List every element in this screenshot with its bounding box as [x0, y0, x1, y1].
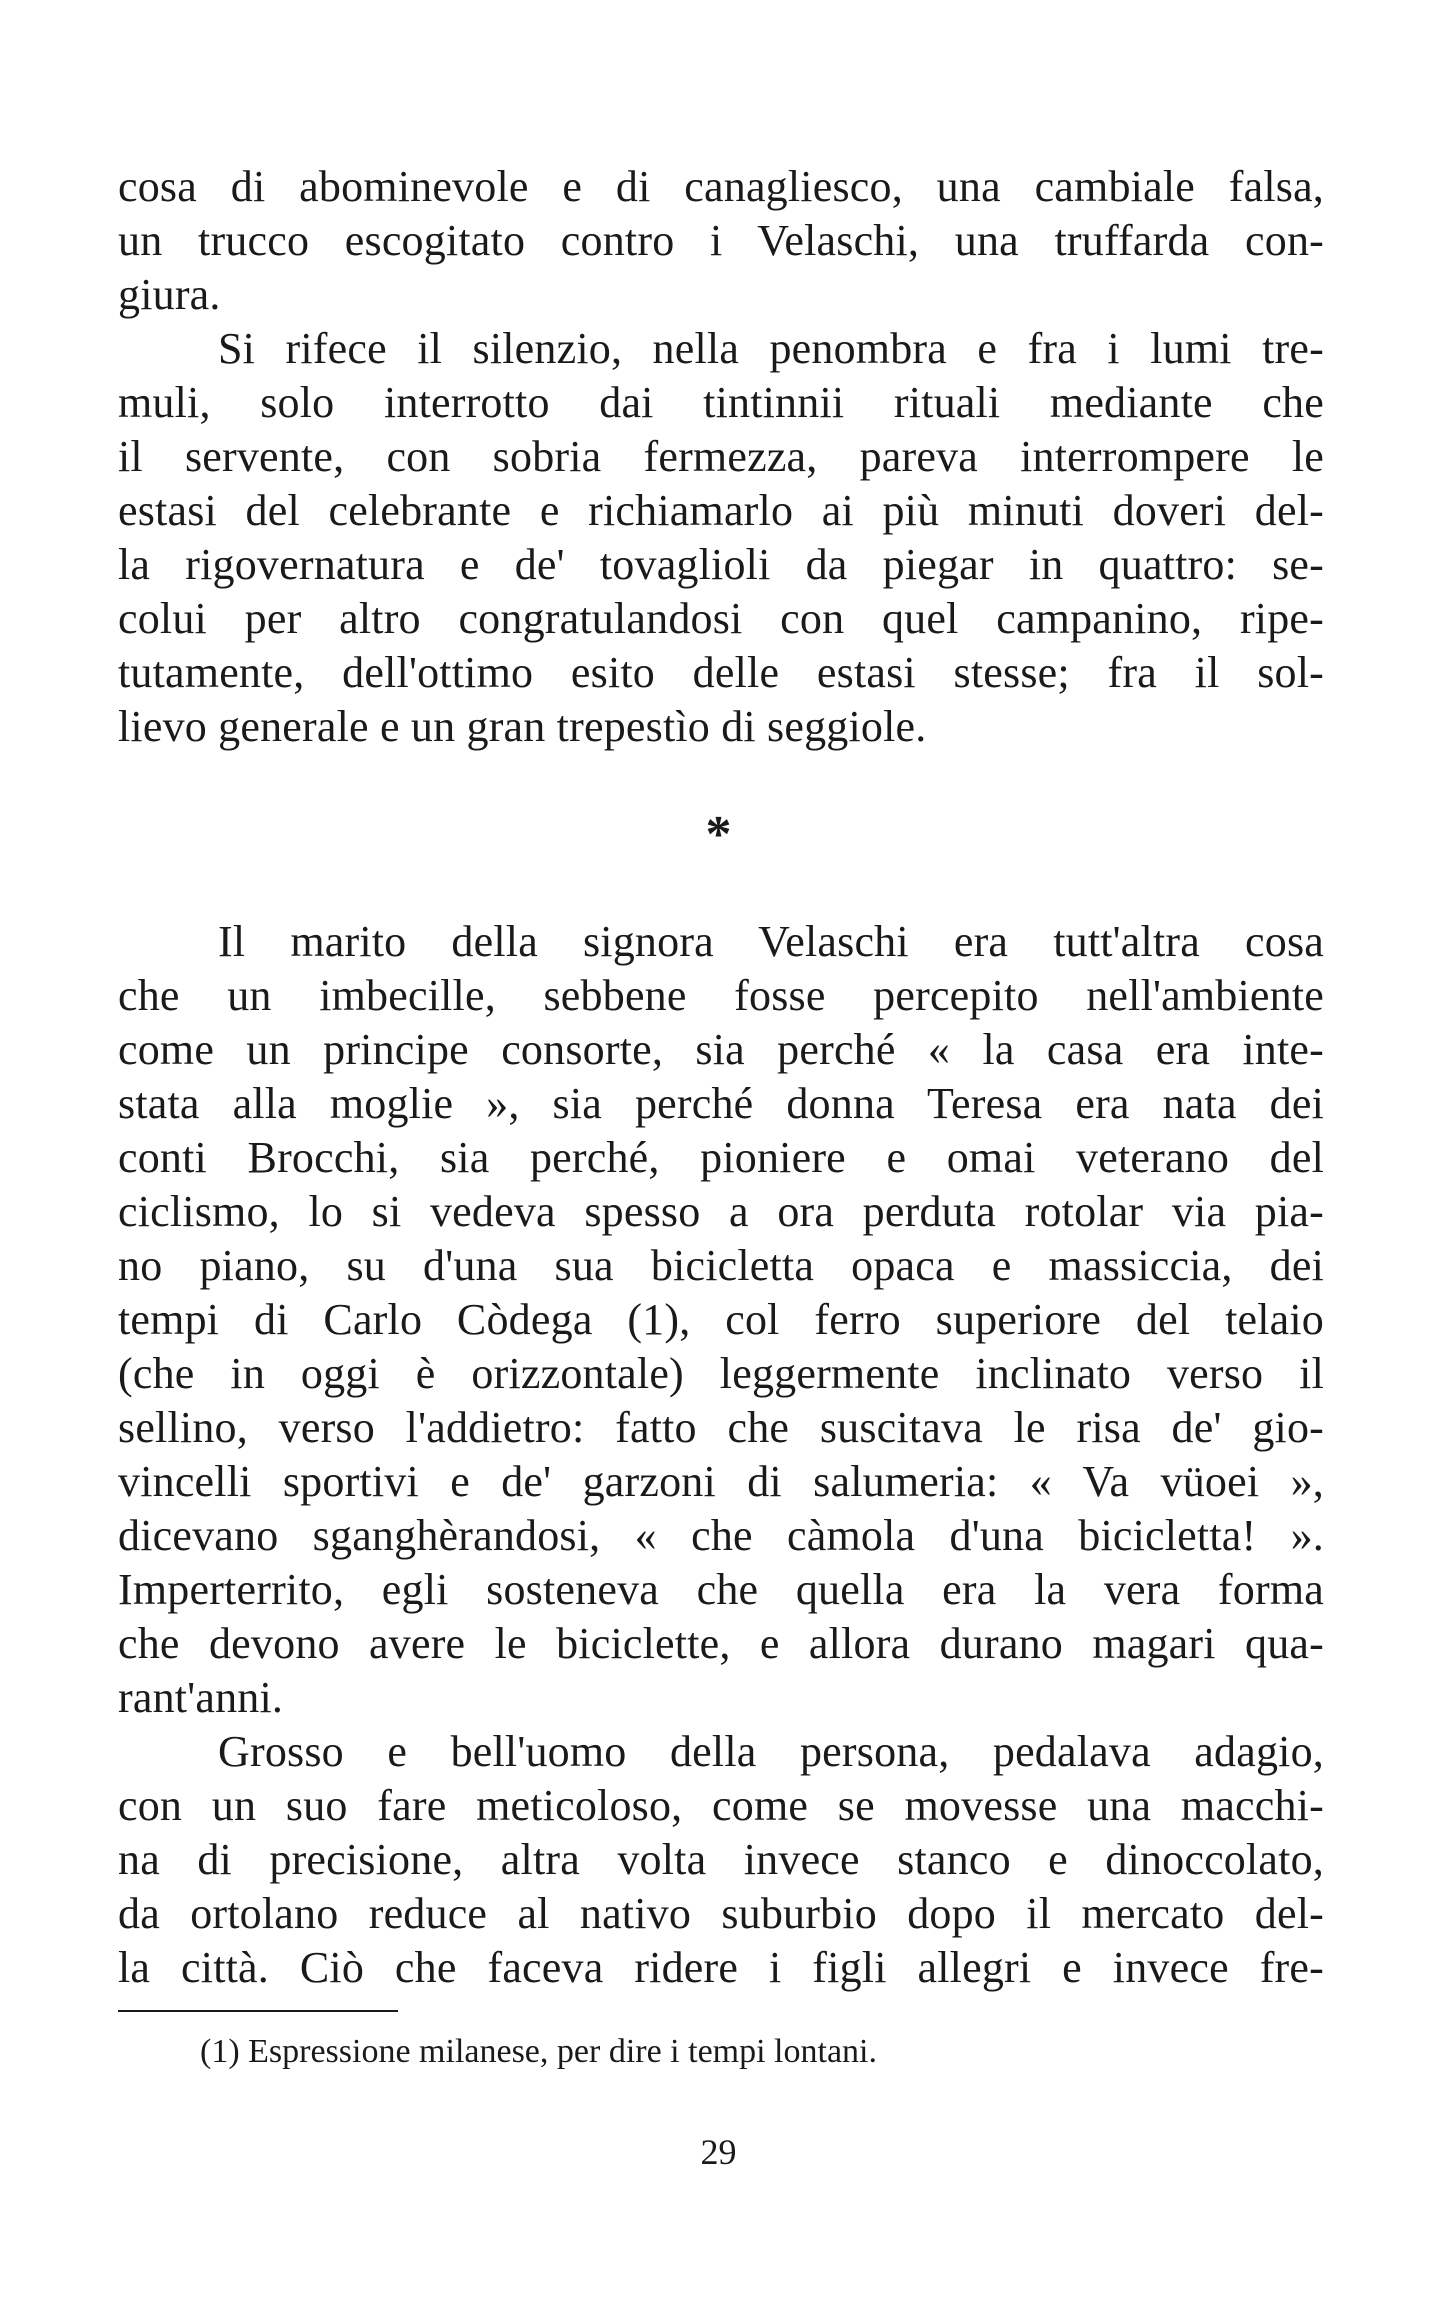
- text-line: il servente, con sobria fermezza, pareva interrompere le: [118, 432, 1324, 481]
- footnote: (1) Espressione milanese, per dire i tempi lontani.: [200, 2033, 877, 2070]
- text-line: tempi di Carlo Còdega (1), col ferro superiore del telaio: [118, 1295, 1324, 1344]
- text-line: cosa di abominevole e di canagliesco, una cambiale falsa,: [118, 162, 1324, 211]
- text-line: Imperterrito, egli sosteneva che quella era la vera forma: [118, 1565, 1324, 1614]
- text-line: che un imbecille, sebbene fosse percepito nell'ambiente: [118, 971, 1324, 1020]
- text-line: sellino, verso l'addietro: fatto che suscitava le risa de' gio-: [118, 1403, 1324, 1452]
- text-line: muli, solo interrotto dai tintinnii rituali mediante che: [118, 378, 1324, 427]
- text-line: na di precisione, altra volta invece stanco e dinoccolato,: [118, 1835, 1324, 1884]
- text-line: come un principe consorte, sia perché « la casa era inte-: [118, 1025, 1324, 1074]
- text-line: (che in oggi è orizzontale) leggermente inclinato verso il: [118, 1349, 1324, 1398]
- text-line: un trucco escogitato contro i Velaschi, una truffarda con-: [118, 216, 1324, 265]
- text-line: stata alla moglie », sia perché donna Teresa era nata dei: [118, 1079, 1324, 1128]
- text-line: Si rifece il silenzio, nella penombra e fra i lumi tre-: [218, 324, 1324, 373]
- text-line: no piano, su d'una sua bicicletta opaca e massiccia, dei: [118, 1241, 1324, 1290]
- section-break-asterisk: *: [705, 806, 732, 863]
- text-line: vincelli sportivi e de' garzoni di salumeria: « Va vüoei »,: [118, 1457, 1324, 1506]
- text-line: la città. Ciò che faceva ridere i figli allegri e invece fre-: [118, 1943, 1324, 1992]
- text-line: con un suo fare meticoloso, come se movesse una macchi-: [118, 1781, 1324, 1830]
- paragraph-4: [118, 1725, 1324, 1995]
- text-line: la rigovernatura e de' tovaglioli da piegar in quattro: se-: [118, 540, 1324, 589]
- text-line: tutamente, dell'ottimo esito delle estasi stesse; fra il sol-: [118, 648, 1324, 697]
- text-line: giura.: [118, 270, 221, 319]
- text-line: lievo generale e un gran trepestìo di seggiole.: [118, 702, 927, 751]
- text-line: che devono avere le biciclette, e allora durano magari qua-: [118, 1619, 1324, 1668]
- text-line: conti Brocchi, sia perché, pioniere e omai veterano del: [118, 1133, 1324, 1182]
- text-line: dicevano sganghèrandosi, « che càmola d'una bicicletta! ».: [118, 1511, 1324, 1560]
- text-line: rant'anni.: [118, 1673, 284, 1722]
- paragraph-2: [118, 322, 1324, 754]
- text-line: da ortolano reduce al nativo suburbio dopo il mercato del-: [118, 1889, 1324, 1938]
- text-line: Grosso e bell'uomo della persona, pedalava adagio,: [218, 1727, 1324, 1776]
- page-number: 29: [700, 2132, 737, 2172]
- text-line: ciclismo, lo si vedeva spesso a ora perduta rotolar via pia-: [118, 1187, 1324, 1236]
- paragraph-3: [118, 915, 1324, 1725]
- text-line: colui per altro congratulandosi con quel campanino, ripe-: [118, 594, 1324, 643]
- text-line: Il marito della signora Velaschi era tutt'altra cosa: [218, 917, 1324, 966]
- footnote-divider: [118, 2010, 398, 2012]
- paragraph-1: [118, 160, 1324, 322]
- text-line: estasi del celebrante e richiamarlo ai più minuti doveri del-: [118, 486, 1324, 535]
